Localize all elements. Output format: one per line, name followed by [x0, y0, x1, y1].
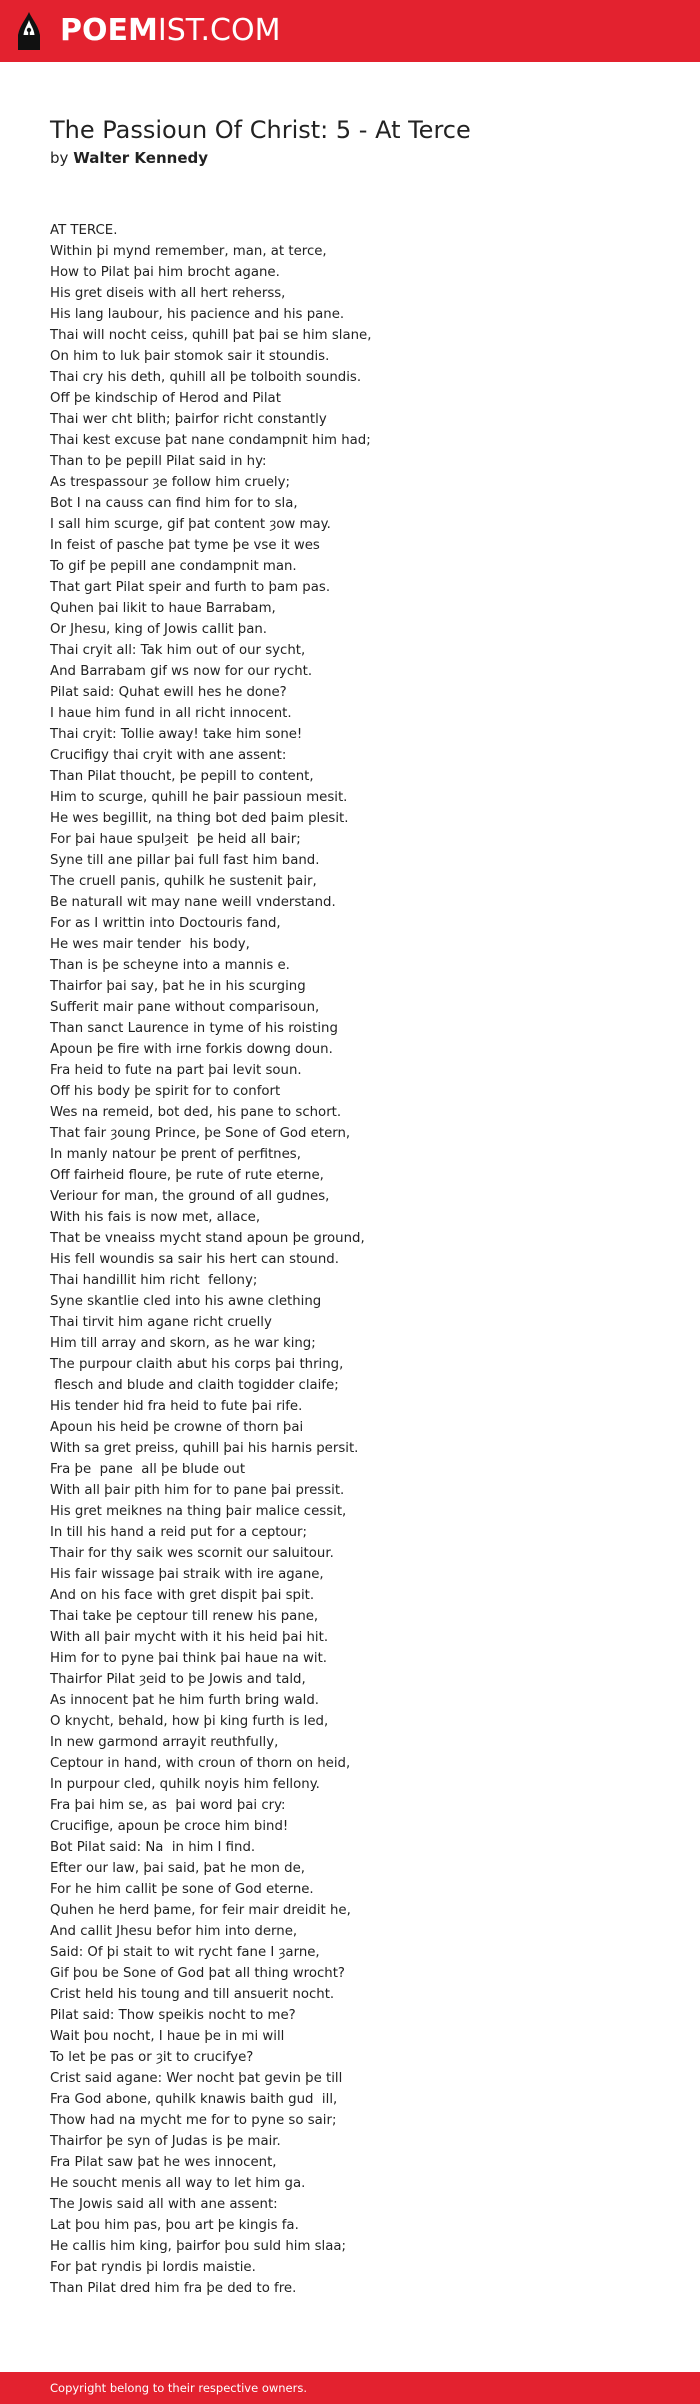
poem-line: Quhen he herd þame, for feir mair dreidit he,	[50, 1903, 351, 1918]
logo-text-bold: POEM	[60, 13, 158, 48]
poem-line: Him till array and skorn, as he war king;	[50, 1336, 316, 1351]
poem-line: Syne till ane pillar þai full fast him band.	[50, 853, 320, 868]
poem-line: That be vneaiss mycht stand apoun þe ground,	[50, 1231, 365, 1246]
poem-line: In purpour cled, quhilk noyis him fellony.	[50, 1777, 320, 1792]
poem-line: Fra God abone, quhilk knawis baith gud ill,	[50, 2092, 338, 2107]
poem-line: Within þi mynd remember, man, at terce,	[50, 244, 327, 259]
poem-line: His fell woundis sa sair his hert can stound.	[50, 1252, 339, 1267]
poem-line: He soucht menis all way to let him ga.	[50, 2176, 306, 2191]
poem-line: He wes mair tender his body,	[50, 937, 250, 952]
poem-line: Thai cryit: Tollie away! take him sone!	[50, 727, 303, 742]
poem-line: Than sanct Laurence in tyme of his roisting	[50, 1021, 338, 1036]
poem-line: Said: Of þi stait to wit rycht fane I ȝarne,	[50, 1945, 320, 1960]
poem-line: flesch and blude and claith togidder claife;	[50, 1378, 339, 1393]
copyright-notice: Copyright belong to their respective owners.	[50, 2381, 308, 2395]
poem-line: For he him callit þe sone of God eterne.	[50, 1882, 314, 1897]
poem-line: His gret meiknes na thing þair malice cessit,	[50, 1504, 347, 1519]
poem-line: Off fairheid floure, þe rute of rute eterne,	[50, 1168, 324, 1183]
poem-line: Wait þou nocht, I haue þe in mi will	[50, 2029, 285, 2044]
poem-line: In feist of pasche þat tyme þe vse it wes	[50, 538, 320, 553]
poem-line: Syne skantlie cled into his awne clething	[50, 1294, 322, 1309]
poem-line: For þai haue spulȝeit þe heid all bair;	[50, 832, 301, 847]
poem-body	[50, 220, 670, 2299]
poem-line: In manly natour þe prent of perfitnes,	[50, 1147, 301, 1162]
poem-line: Thai cry his deth, quhill all þe tolboith soundis.	[50, 370, 362, 385]
poem-line: Than Pilat dred him fra þe ded to fre.	[50, 2281, 297, 2296]
poem-line: He wes begillit, na thing bot ded þaim plesit.	[50, 811, 349, 826]
poem-line: Thai take þe ceptour till renew his pane,	[50, 1609, 319, 1624]
logo-text-light: IST.COM	[157, 13, 281, 48]
poem-line: Gif þou be Sone of God þat all thing wrocht?	[50, 1966, 345, 1981]
poem-line: For as I writtin into Doctouris fand,	[50, 916, 281, 931]
poem-line: In new garmond arrayit reuthfully,	[50, 1735, 279, 1750]
poem-line: Crucifigy thai cryit with ane assent:	[50, 748, 287, 763]
poem-line: Ceptour in hand, with croun of thorn on heid,	[50, 1756, 351, 1771]
poem-line: Thai wer cht blith; þairfor richt constantly	[50, 412, 327, 427]
poem-line: Wes na remeid, bot ded, his pane to schort.	[50, 1105, 342, 1120]
poem-line: On him to luk þair stomok sair it stoundis.	[50, 349, 330, 364]
poem-line: His lang laubour, his pacience and his pane.	[50, 307, 345, 322]
poem-line: Him for to pyne þai think þai haue na wit.	[50, 1651, 328, 1666]
poem-line: That gart Pilat speir and furth to þam pas.	[50, 580, 331, 595]
poem-line: To let þe pas or ȝit to crucifye?	[50, 2050, 254, 2065]
poem-line: Thow had na mycht me for to pyne so sair;	[50, 2113, 337, 2128]
poem-line: Efter our law, þai said, þat he mon de,	[50, 1861, 305, 1876]
poem-line: Thair for thy saik wes scornit our saluitour.	[50, 1546, 334, 1561]
poem-line: Than is þe scheyne into a mannis e.	[50, 958, 290, 973]
poem-line: Quhen þai likit to haue Barrabam,	[50, 601, 276, 616]
poem-line: In till his hand a reid put for a ceptour;	[50, 1525, 307, 1540]
poem-line: And callit Jhesu befor him into derne,	[50, 1924, 298, 1939]
poem-line: AT TERCE.	[50, 223, 118, 238]
poem-line: O knycht, behald, how þi king furth is led,	[50, 1714, 329, 1729]
byline	[50, 148, 670, 168]
poem-line: Crist held his toung and till ansuerit nocht.	[50, 1987, 335, 2002]
poem-line: Pilat said: Thow speikis nocht to me?	[50, 2008, 296, 2023]
poem-line: With his fais is now met, allace,	[50, 1210, 261, 1225]
poem-line: His gret diseis with all hert reherss,	[50, 286, 286, 301]
site-footer	[0, 2372, 700, 2404]
poem-line: With all þair mycht with it his heid þai hit.	[50, 1630, 329, 1645]
poem-line: With sa gret preiss, quhill þai his harnis persit.	[50, 1441, 359, 1456]
poem-line: He callis him king, þairfor þou suld him slaa;	[50, 2239, 347, 2254]
poem-line: Veriour for man, the ground of all gudnes,	[50, 1189, 330, 1204]
poem-line: Thairfor þe syn of Judas is þe mair.	[50, 2134, 281, 2149]
poem-line: Crist said agane: Wer nocht þat gevin þe till	[50, 2071, 343, 2086]
poem-line: Fra þe pane all þe blude out	[50, 1462, 246, 1477]
poem-line: Thai cryit all: Tak him out of our sycht,	[50, 643, 306, 658]
poem-line: Sufferit mair pane without comparisoun,	[50, 1000, 320, 1015]
poem-line: Thairfor Pilat ȝeid to þe Jowis and tald,	[50, 1672, 306, 1687]
poem-line: How to Pilat þai him brocht agane.	[50, 265, 280, 280]
poem-line: Thai tirvit him agane richt cruelly	[50, 1315, 272, 1330]
poem-line: Fra þai him se, as þai word þai cry:	[50, 1798, 286, 1813]
poem-line: Apoun þe fire with irne forkis downg doun.	[50, 1042, 333, 1057]
site-logo-text	[60, 11, 280, 51]
pen-nib-icon	[16, 11, 42, 51]
poem-line: That fair ȝoung Prince, þe Sone of God etern,	[50, 1126, 351, 1141]
poem-line: Thairfor þai say, þat he in his scurging	[50, 979, 306, 994]
byline-prefix: by	[50, 149, 69, 167]
poem-line: Be naturall wit may nane weill vnderstand.	[50, 895, 336, 910]
poem-line: Thai kest excuse þat nane condampnit him had;	[50, 433, 371, 448]
poem-line: The Jowis said all with ane assent:	[50, 2197, 278, 2212]
poem-line: Fra heid to fute na part þai levit soun.	[50, 1063, 302, 1078]
poem-line: Bot I na causs can find him for to sla,	[50, 496, 298, 511]
poem-line: His fair wissage þai straik with ire agane,	[50, 1567, 324, 1582]
poem-line: And on his face with gret dispit þai spit.	[50, 1588, 315, 1603]
poem-line: Crucifige, apoun þe croce him bind!	[50, 1819, 289, 1834]
poem-line: Pilat said: Quhat ewill hes he done?	[50, 685, 287, 700]
poem-line: Than Pilat thoucht, þe pepill to content,	[50, 769, 314, 784]
poem-line: To gif þe pepill ane condampnit man.	[50, 559, 297, 574]
poem-line: As innocent þat he him furth bring wald.	[50, 1693, 319, 1708]
poem-header	[50, 115, 670, 168]
author-link[interactable]: Walter Kennedy	[73, 149, 209, 167]
poem-title: The Passioun Of Christ: 5 - At Terce	[50, 116, 471, 144]
site-logo[interactable]	[16, 11, 280, 51]
poem-line: I sall him scurge, gif þat content ȝow may.	[50, 517, 331, 532]
poem-line: Thai will nocht ceiss, quhill þat þai se him slane,	[50, 328, 372, 343]
poem-line: Apoun his heid þe crowne of thorn þai	[50, 1420, 304, 1435]
poem-line: The cruell panis, quhilk he sustenit þair,	[50, 874, 317, 889]
poem-line: Bot Pilat said: Na in him I find.	[50, 1840, 256, 1855]
poem-line: His tender hid fra heid to fute þai rife.	[50, 1399, 303, 1414]
poem-line: With all þair pith him for to pane þai pressit.	[50, 1483, 345, 1498]
poem-line: Or Jhesu, king of Jowis callit þan.	[50, 622, 268, 637]
poem-line: For þat ryndis þi lordis maistie.	[50, 2260, 256, 2275]
poem-line: Lat þou him pas, þou art þe kingis fa.	[50, 2218, 299, 2233]
poem-line: Than to þe pepill Pilat said in hy:	[50, 454, 267, 469]
poem-line: Off þe kindschip of Herod and Pilat	[50, 391, 281, 406]
poem-line: Off his body þe spirit for to confort	[50, 1084, 281, 1099]
poem-line: Fra Pilat saw þat he wes innocent,	[50, 2155, 277, 2170]
site-header	[0, 0, 700, 62]
poem-line: As trespassour ȝe follow him cruely;	[50, 475, 290, 490]
poem-line: Him to scurge, quhill he þair passioun mesit.	[50, 790, 348, 805]
poem-line: The purpour claith abut his corps þai thring,	[50, 1357, 344, 1372]
poem-line: Thai handillit him richt fellony;	[50, 1273, 258, 1288]
poem-line: And Barrabam gif ws now for our rycht.	[50, 664, 313, 679]
poem-line: I haue him fund in all richt innocent.	[50, 706, 292, 721]
